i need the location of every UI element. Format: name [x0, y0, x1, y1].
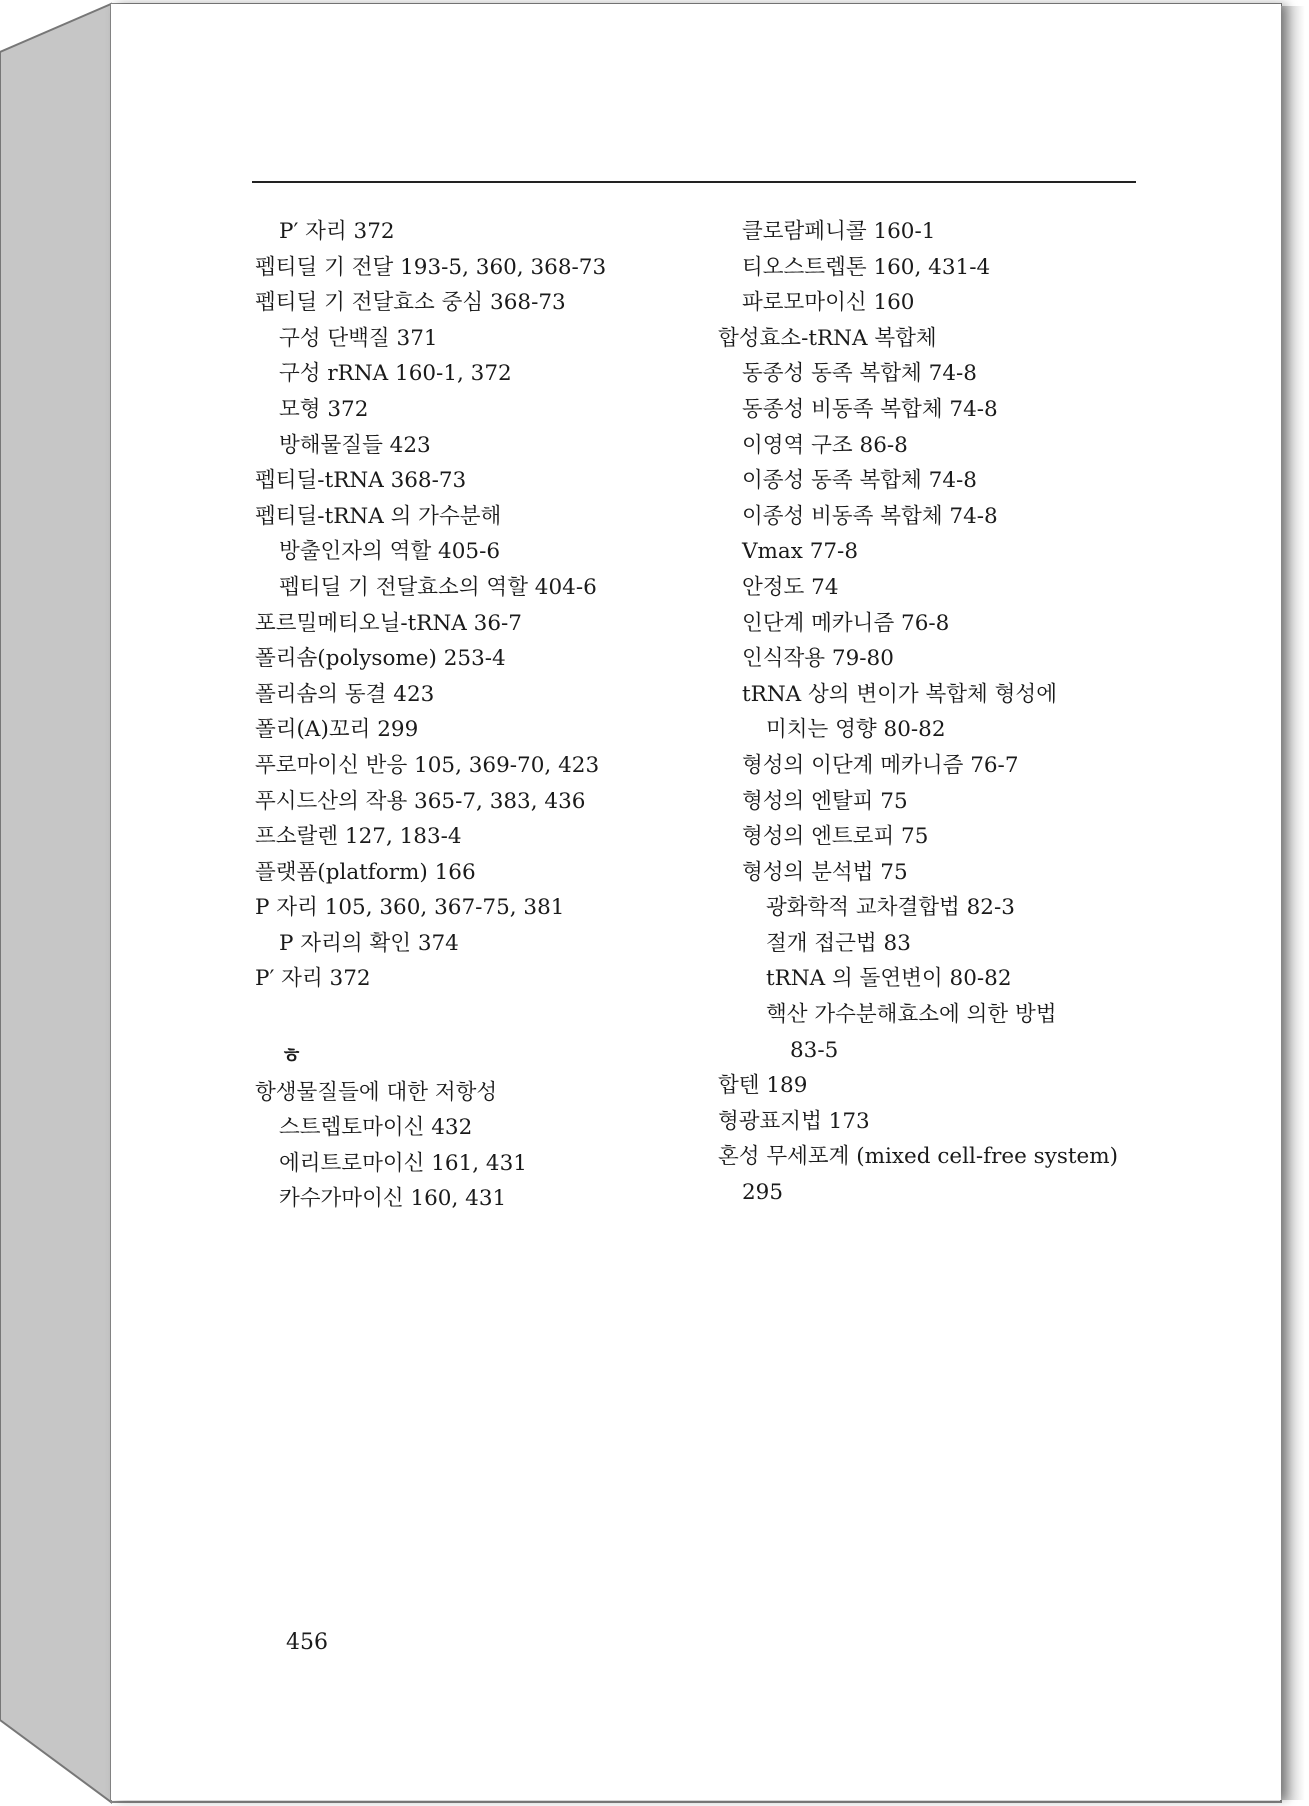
- section-letter: ㅎ: [281, 1044, 302, 1070]
- index-entry: 83-5: [790, 1037, 839, 1063]
- section-gap: [255, 997, 695, 1039]
- index-entry: 295: [742, 1180, 784, 1206]
- index-entry: tRNA 의 돌연변이 80-82: [766, 966, 1012, 992]
- index-entry: 폴리솜의 동결 423: [255, 681, 435, 707]
- index-column-left: [255, 214, 695, 1217]
- index-entry: 형성의 엔트로피 75: [742, 824, 929, 850]
- index-entry: P′ 자리 372: [279, 219, 395, 244]
- index-entry: 이종성 비동족 복합체 74-8: [742, 503, 998, 529]
- index-entry: 이종성 동족 복합체 74-8: [742, 468, 977, 494]
- index-entry: 합텐 189: [718, 1073, 808, 1099]
- index-entry: 스트렙토마이신 432: [279, 1115, 473, 1141]
- index-entry: 절개 접근법 83: [766, 930, 911, 956]
- index-entry: 구성 rRNA 160-1, 372: [279, 361, 512, 387]
- index-entry: 프소랄렌 127, 183-4: [255, 824, 462, 850]
- index-entry: 합성효소-tRNA 복합체: [718, 325, 937, 351]
- index-entry: 형성의 분석법 75: [742, 859, 908, 885]
- index-entry: Vmax 77-8: [742, 539, 858, 565]
- index-entry: 항생물질들에 대한 저항성: [255, 1079, 498, 1105]
- index-entry: tRNA 상의 변이가 복합체 형성에: [742, 681, 1057, 707]
- index-entry: 구성 단백질 371: [279, 325, 438, 351]
- index-entry: 혼성 무세포계 (mixed cell-free system): [718, 1144, 1119, 1170]
- index-entry: 파로모마이신 160: [742, 290, 915, 316]
- index-entry: 티오스트렙톤 160, 431-4: [742, 254, 991, 280]
- index-entry: 푸로마이신 반응 105, 369-70, 423: [255, 752, 600, 778]
- index-entries-right: [718, 214, 1148, 1211]
- index-entry: 펩티딜 기 전달효소 중심 368-73: [255, 290, 566, 316]
- index-entry: 동종성 동족 복합체 74-8: [742, 361, 977, 387]
- index-entry: 펩티딜-tRNA 368-73: [255, 468, 467, 494]
- index-entry: 동종성 비동족 복합체 74-8: [742, 396, 998, 422]
- index-entry: 인식작용 79-80: [742, 646, 894, 672]
- index-entry: 플랫폼(platform) 166: [255, 859, 476, 885]
- index-entry: 푸시드산의 작용 365-7, 383, 436: [255, 788, 586, 814]
- index-entry: 형성의 이단계 메카니즘 76-7: [742, 752, 1019, 778]
- index-column-right: [718, 214, 1148, 1211]
- index-entry: 폴리솜(polysome) 253-4: [255, 646, 506, 672]
- index-entry: 펩티딜 기 전달효소의 역할 404-6: [279, 574, 597, 600]
- index-entry: 폴리(A)꼬리 299: [255, 717, 419, 743]
- index-entry: 펩티딜-tRNA 의 가수분해: [255, 503, 502, 529]
- index-entry: 방출인자의 역할 405-6: [279, 539, 501, 565]
- index-entry: 모형 372: [279, 396, 369, 422]
- index-entry: 인단계 메카니즘 76-8: [742, 610, 950, 636]
- index-entry: 펩티딜 기 전달 193-5, 360, 368-73: [255, 254, 607, 280]
- index-entry: 형광표지법 173: [718, 1108, 870, 1134]
- page-edge-shadow: [1281, 6, 1305, 1800]
- index-entry: 안정도 74: [742, 574, 839, 600]
- page-number: 456: [286, 1630, 328, 1655]
- index-entry: 포르밀메티오닐-tRNA 36-7: [255, 610, 522, 636]
- header-rule: [252, 181, 1136, 183]
- index-entry: 클로람페니콜 160-1: [742, 219, 936, 244]
- index-entry: 카수가마이신 160, 431: [279, 1186, 507, 1212]
- index-entry: 형성의 엔탈피 75: [742, 788, 908, 814]
- index-entry: P 자리 105, 360, 367-75, 381: [255, 895, 565, 921]
- index-entry: 에리트로마이신 161, 431: [279, 1150, 527, 1176]
- index-entry: 방해물질들 423: [279, 432, 431, 458]
- index-entry: 미치는 영향 80-82: [766, 717, 946, 743]
- index-entry: P′ 자리 372: [255, 966, 371, 992]
- index-entry: 광화학적 교차결합법 82-3: [766, 895, 1015, 921]
- index-entry: P 자리의 확인 374: [279, 930, 459, 956]
- index-entries-left-after: [255, 1075, 695, 1217]
- index-entry: 이영역 구조 86-8: [742, 432, 908, 458]
- index-entry: 핵산 가수분해효소에 의한 방법: [766, 1002, 1057, 1028]
- index-entries-left: [255, 214, 695, 997]
